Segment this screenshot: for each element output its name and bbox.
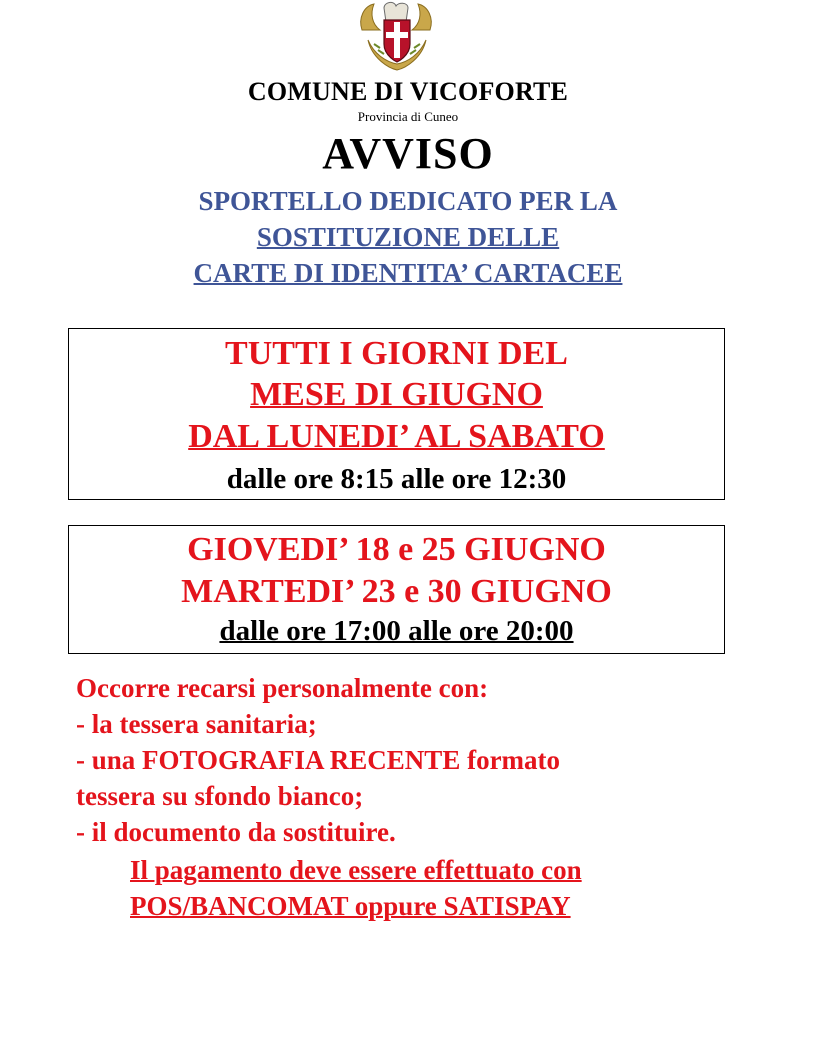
payment-line-2: POS/BANCOMAT oppure SATISPAY — [130, 891, 571, 921]
requirement-item: - la tessera sanitaria; — [76, 709, 317, 739]
subtitle-line-2: SOSTITUZIONE DELLE — [256, 222, 560, 252]
box1-line-2: MESE DI GIUGNO — [250, 376, 543, 413]
coat-of-arms-icon — [354, 0, 438, 72]
provincia-label: Provincia di Cuneo — [357, 109, 459, 124]
avviso-heading: AVVISO — [322, 129, 494, 178]
box2-line-1: GIOVEDI’ 18 e 25 GIUGNO — [187, 531, 606, 568]
subtitle-line-1: SPORTELLO DEDICATO PER LA — [198, 186, 618, 216]
box2-hours: dalle ore 17:00 alle ore 20:00 — [219, 615, 574, 647]
box2-line-2: MARTEDI’ 23 e 30 GIUGNO — [181, 573, 612, 610]
comune-title: COMUNE DI VICOFORTE — [247, 77, 569, 106]
box1-line-1: TUTTI I GIORNI DEL — [225, 335, 568, 372]
schedule-box-evening — [68, 525, 725, 654]
payment-line-1: Il pagamento deve essere effettuato con — [130, 855, 582, 885]
box1-line-3: DAL LUNEDI’ AL SABATO — [188, 418, 605, 455]
box1-hours: dalle ore 8:15 alle ore 12:30 — [226, 463, 567, 495]
requirement-item: tessera su sfondo bianco; — [76, 781, 364, 811]
requirement-item: - il documento da sostituire. — [76, 817, 396, 847]
requirements-intro: Occorre recarsi personalmente con: — [76, 673, 489, 703]
requirement-item: - una FOTOGRAFIA RECENTE formato — [76, 745, 561, 775]
schedule-box-morning — [68, 328, 725, 500]
subtitle-line-3: CARTE DI IDENTITA’ CARTACEE — [193, 258, 623, 288]
